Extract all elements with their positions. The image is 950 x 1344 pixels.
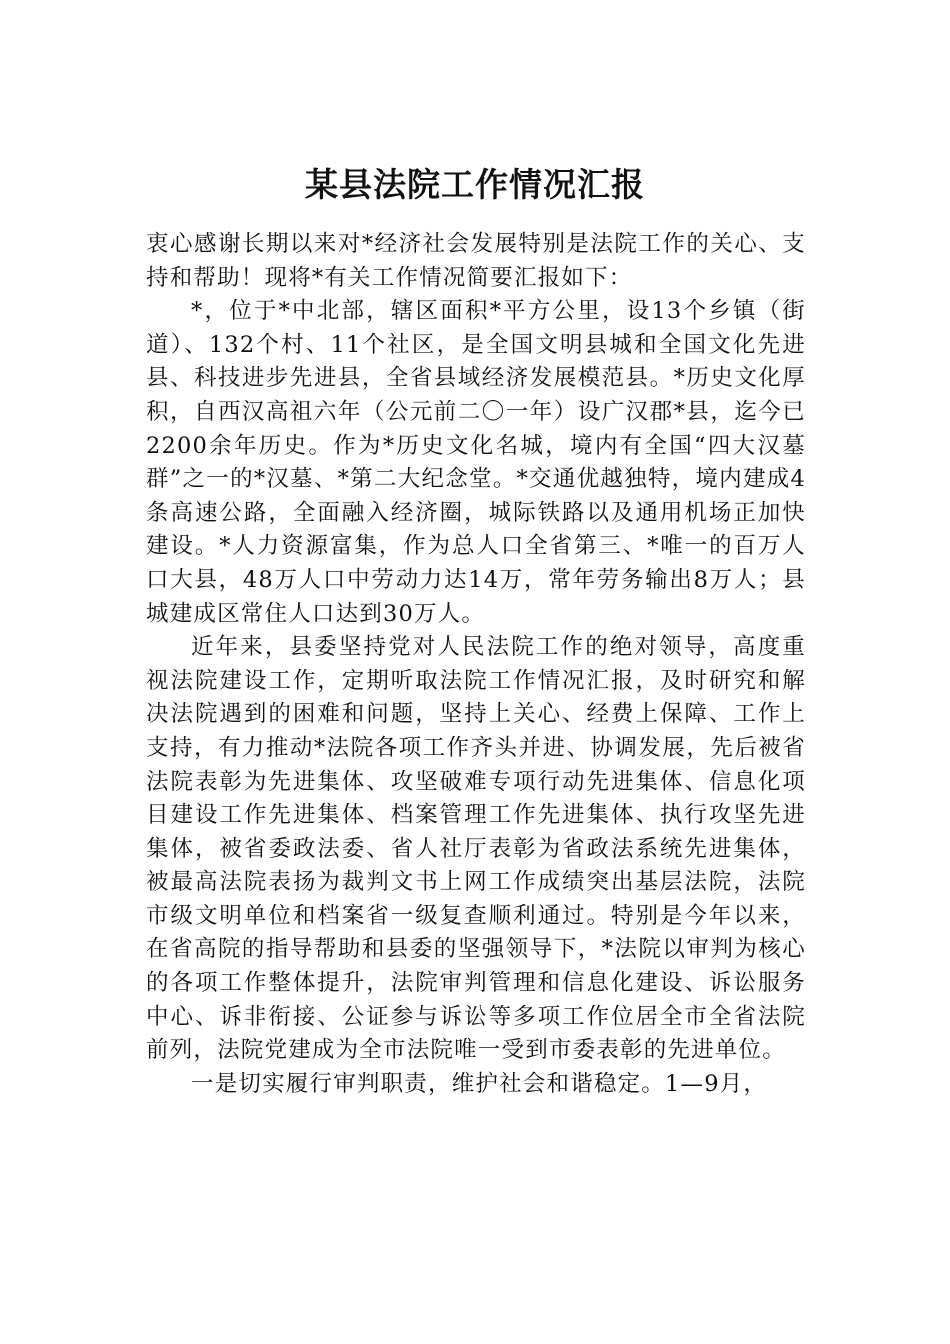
county-overview-paragraph: *，位于*中北部，辖区面积*平方公里，设13个乡镇（街道）、132个村、11个社区，是全国文明县城和全国文化先进县、科技进步先进县，全省县域经济发展模范县。*历史文化厚积，自西汉高祖六年（公元前二〇一年）设广汉郡*县，迄今已2200余年历史。作为*历史文化名城，境内有全国“四大汉墓群”之一的*汉墓、*第二大纪念堂。*交通优越独特，境内建成4条高速公路，全面融入经济圈，城际铁路以及通用机场正加快建设。*人力资源富集，作为总人口全省第三、*唯一的百万人口大县，48万人口中劳动力达14万，常年劳务输出8万人；县城建成区常住人口达到30万人。: [146, 298, 806, 627]
intro-paragraph: 衷心感谢长期以来对*经济社会发展特别是法院工作的关心、支持和帮助！现将*有关工作情况简要汇报如下：: [146, 231, 806, 291]
court-work-paragraph: 近年来，县委坚持党对人民法院工作的绝对领导，高度重视法院建设工作，定期听取法院工作情况汇报，及时研究和解决法院遇到的困难和问题，坚持上关心、经费上保障、工作上支持，有力推动*法院各项工作齐头并进、协调发展，先后被省法院表彰为先进集体、攻坚破难专项行动先进集体、信息化项目建设工作先进集体、档案管理工作先进集体、执行攻坚先进集体，被省委政法委、省人社厅表彰为省政法系统先进集体，被最高法院表扬为裁判文书上网工作成绩突出基层法院，法院市级文明单位和档案省一级复查顺利通过。特别是今年以来，在省高院的指导帮助和县委的坚强领导下，*法院以审判为核心的各项工作整体提升，法院审判管理和信息化建设、诉讼服务中心、诉非衔接、公证参与诉讼等多项工作位居全市全省法院前列，法院党建成为全市法院唯一受到市委表彰的先进单位。: [146, 634, 806, 1064]
document-title: 某县法院工作情况汇报: [305, 165, 645, 204]
document-body: [146, 228, 806, 1101]
trial-duties-paragraph: 一是切实履行审判职责，维护社会和谐稳定。1—9月，: [191, 1070, 768, 1097]
